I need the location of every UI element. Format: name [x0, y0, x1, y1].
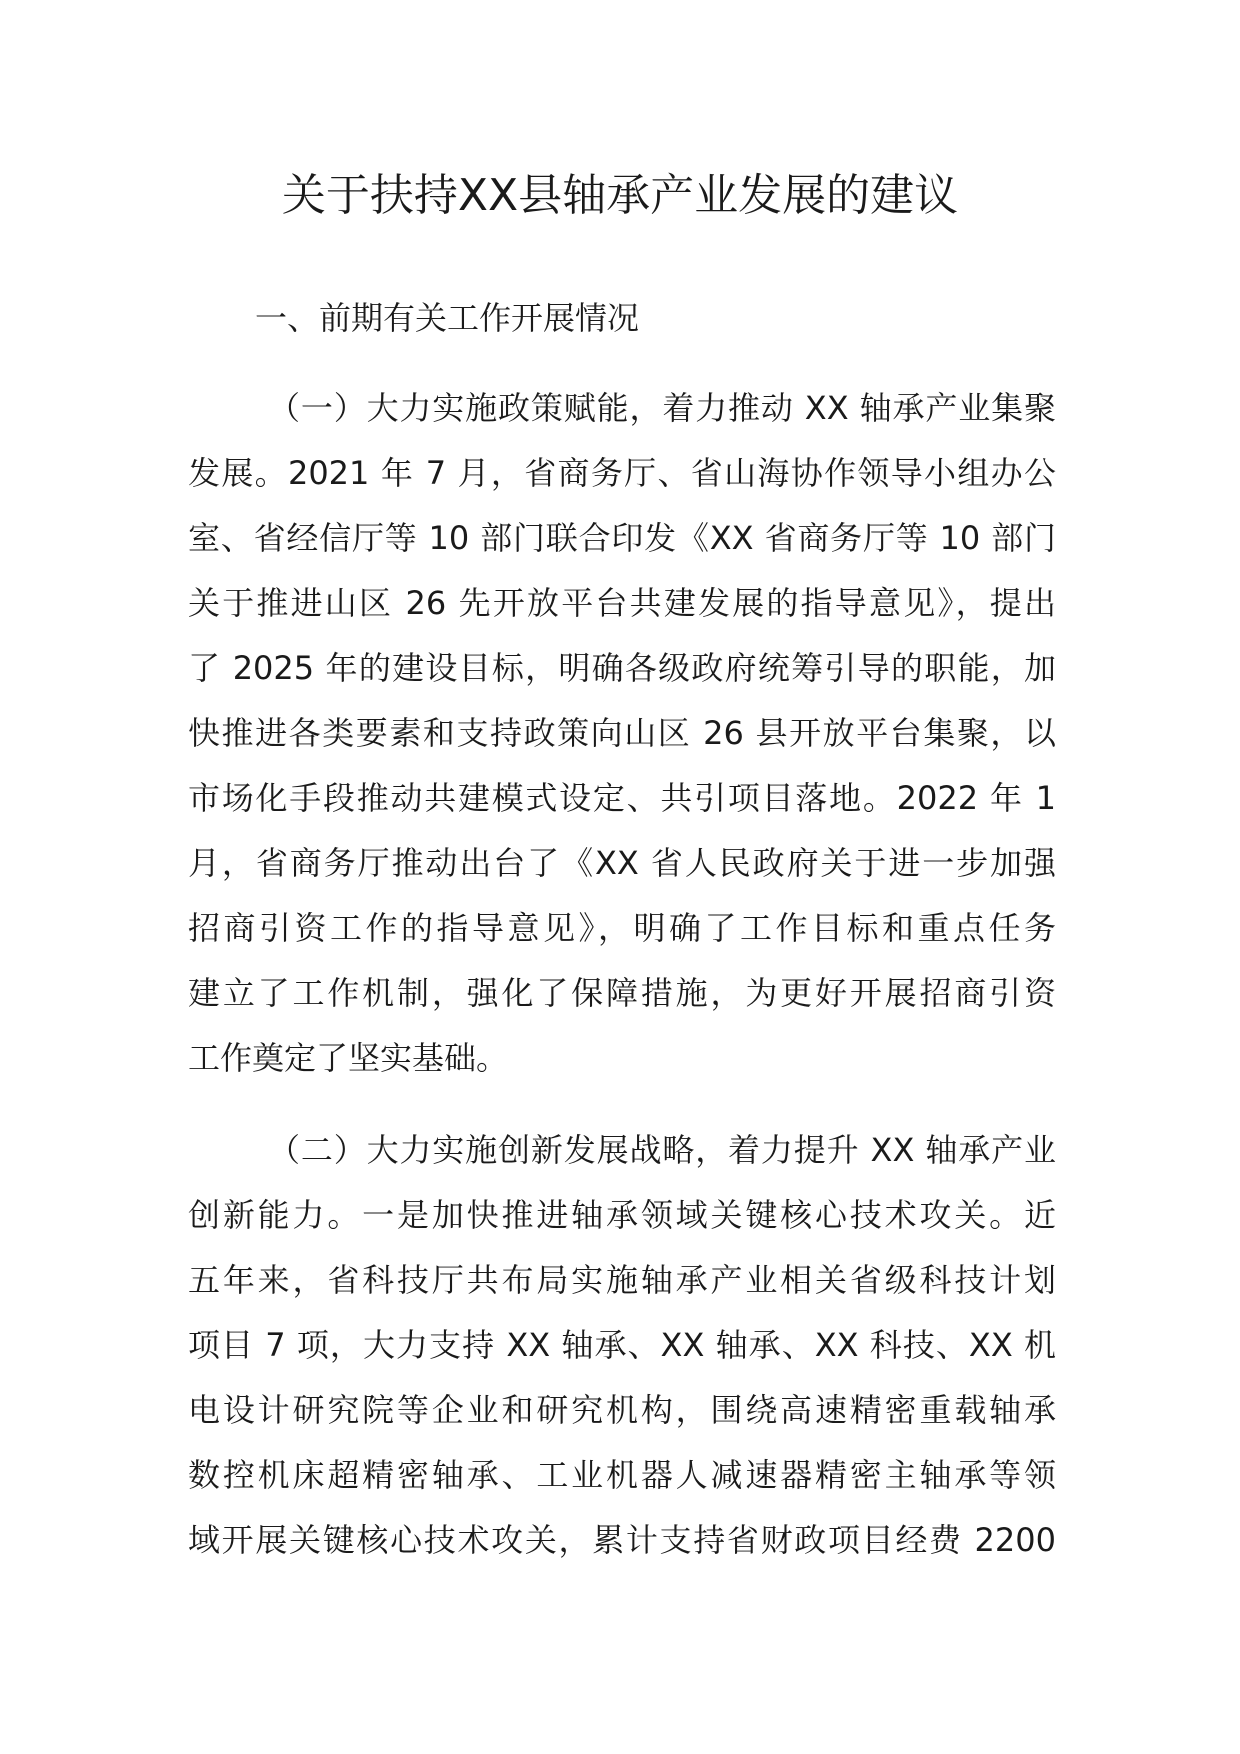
paragraph-line: 电设计研究院等企业和研究机构，围绕高速精密重载轴承: [188, 1391, 1056, 1429]
paragraph-line: （一）大力实施政策赋能，着力推动 XX 轴承产业集聚: [268, 389, 1056, 427]
paragraph-line: 建立了工作机制，强化了保障措施，为更好开展招商引资: [188, 974, 1056, 1012]
paragraph-line: 招商引资工作的指导意见》，明确了工作目标和重点任务: [188, 909, 1056, 947]
paragraph-line: 发展。2021 年 7 月，省商务厅、省山海协作领导小组办公: [188, 454, 1056, 492]
paragraph-line: 市场化手段推动共建模式设定、共引项目落地。2022 年 1: [188, 779, 1056, 817]
paragraph-line: （二）大力实施创新发展战略，着力提升 XX 轴承产业: [268, 1131, 1056, 1169]
paragraph-line: 快推进各类要素和支持政策向山区 26 县开放平台集聚，以: [188, 714, 1056, 752]
section-heading: 一、前期有关工作开展情况: [255, 299, 640, 337]
document-title: 关于扶持XX县轴承产业发展的建议: [281, 170, 959, 221]
paragraph-1: [188, 376, 1056, 1091]
paragraph-line: 创新能力。一是加快推进轴承领域关键核心技术攻关。近: [188, 1196, 1056, 1234]
paragraph-line: 室、省经信厅等 10 部门联合印发《XX 省商务厅等 10 部门: [188, 519, 1056, 557]
paragraph-line: 五年来，省科技厅共布局实施轴承产业相关省级科技计划: [188, 1261, 1056, 1299]
paragraph-line: 数控机床超精密轴承、工业机器人减速器精密主轴承等领: [188, 1456, 1056, 1494]
paragraph-line: 域开展关键核心技术攻关，累计支持省财政项目经费 2200: [188, 1521, 1056, 1559]
paragraph-line: 项目 7 项，大力支持 XX 轴承、XX 轴承、XX 科技、XX 机: [188, 1326, 1056, 1364]
paragraph-line: 关于推进山区 26 先开放平台共建发展的指导意见》，提出: [188, 584, 1056, 622]
paragraph-line: 月，省商务厅推动出台了《XX 省人民政府关于进一步加强: [188, 844, 1056, 882]
paragraph-line: 工作奠定了坚实基础。: [188, 1039, 509, 1077]
paragraph-2: [188, 1118, 1056, 1573]
paragraph-line: 了 2025 年的建设目标，明确各级政府统筹引导的职能，加: [188, 649, 1056, 687]
